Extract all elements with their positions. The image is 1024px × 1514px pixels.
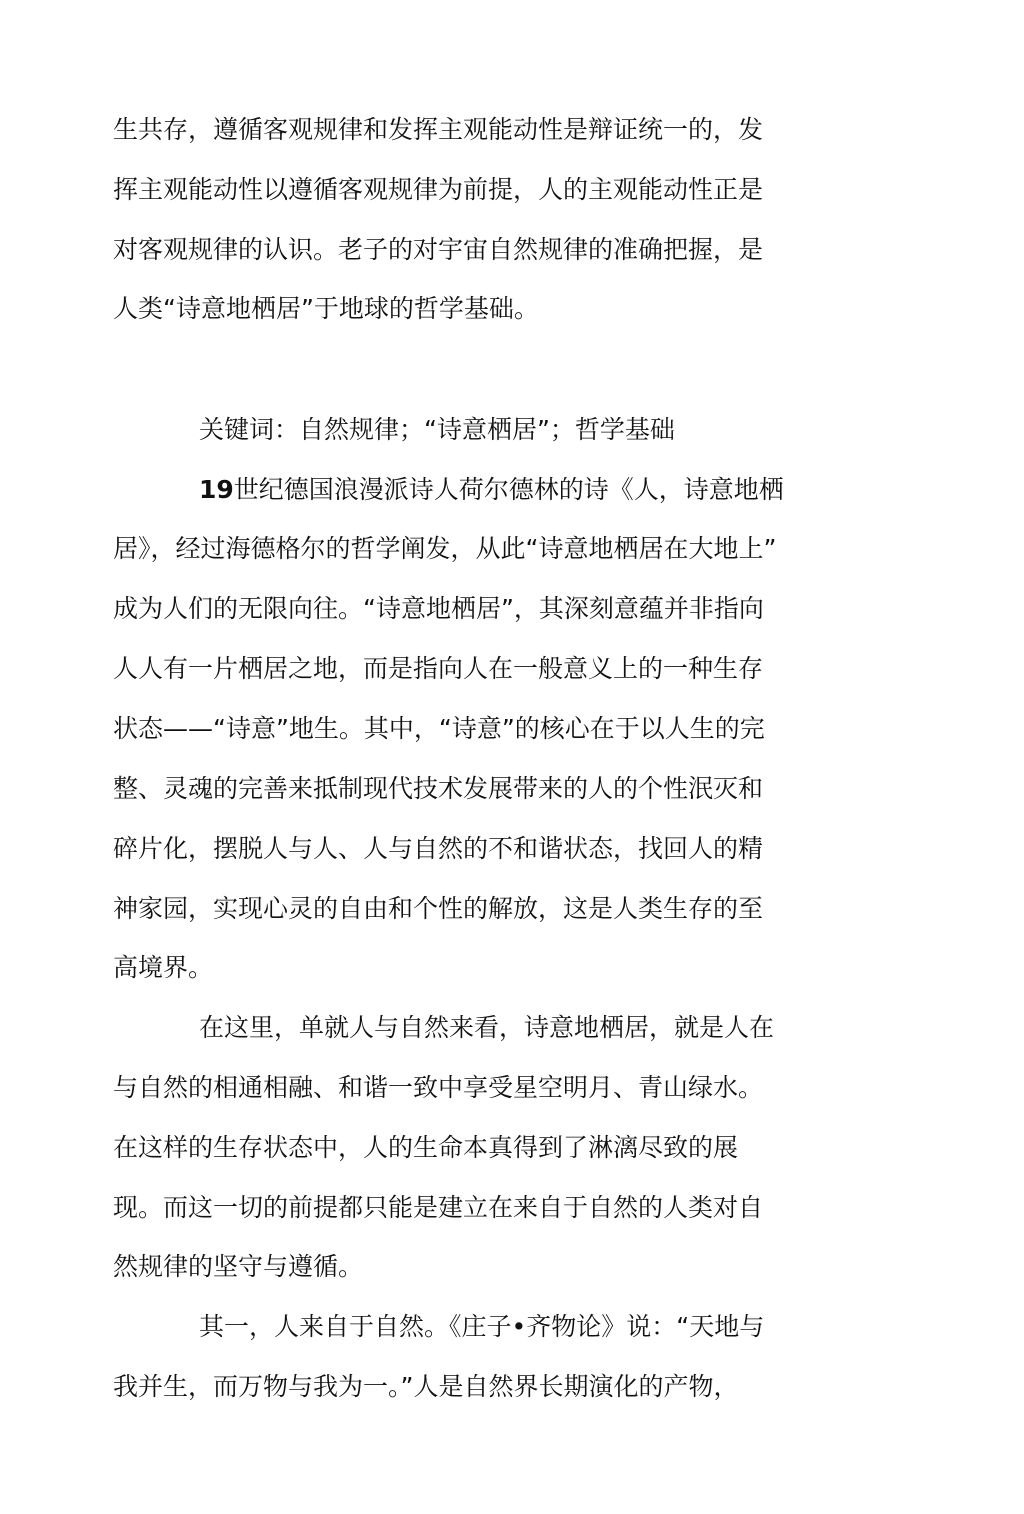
century-number: 19 (199, 475, 234, 504)
paragraph-line: 我并生，而万物与我为一。”人是自然界长期演化的产物， (113, 1372, 739, 1401)
paragraph-line: 人人有一片栖居之地，而是指向人在一般意义上的一种生存 (113, 654, 764, 683)
paragraph-line: 居》，经过海德格尔的哲学阐发，从此“诗意地栖居在大地上” (113, 534, 777, 563)
intro-line: 挥主观能动性以遵循客观规律为前提，人的主观能动性正是 (113, 175, 764, 204)
paragraph-line: 成为人们的无限向往。“诗意地栖居”，其深刻意蕴并非指向 (113, 594, 764, 623)
paragraph-line: 现。而这一切的前提都只能是建立在来自于自然的人类对自 (113, 1193, 764, 1222)
paragraph-line: 然规律的坚守与遵循。 (113, 1252, 364, 1281)
paragraph-line: 其一，人来自于自然。《庄子•齐物论》说：“天地与 (199, 1312, 765, 1341)
paragraph-line: 与自然的相通相融、和谐一致中享受星空明月、青山绿水。 (113, 1073, 764, 1102)
paragraph-line: 在这样的生存状态中，人的生命本真得到了淋漓尽致的展 (113, 1133, 739, 1162)
intro-line: 人类“诗意地栖居”于地球的哲学基础。 (113, 294, 539, 323)
intro-line: 生共存，遵循客观规律和发挥主观能动性是辩证统一的，发 (113, 115, 764, 144)
paragraph-line: 整、灵魂的完善来抵制现代技术发展带来的人的个性泯灭和 (113, 774, 764, 803)
paragraph-line: 在这里，单就人与自然来看，诗意地栖居，就是人在 (199, 1013, 775, 1042)
paragraph-first-line (199, 473, 784, 507)
paragraph-first-line-text: 世纪德国浪漫派诗人荷尔德林的诗《人，诗意地栖 (233, 475, 784, 504)
keywords-line: 关键词：自然规律；“诗意栖居”；哲学基础 (199, 415, 675, 444)
paragraph-line: 神家园，实现心灵的自由和个性的解放，这是人类生存的至 (113, 894, 764, 923)
paragraph-line: 状态——“诗意”地生。其中，“诗意”的核心在于以人生的完 (113, 714, 765, 743)
paragraph-line: 高境界。 (113, 953, 214, 982)
intro-line: 对客观规律的认识。老子的对宇宙自然规律的准确把握，是 (113, 235, 764, 264)
paragraph-line: 碎片化，摆脱人与人、人与自然的不和谐状态，找回人的精 (113, 834, 764, 863)
